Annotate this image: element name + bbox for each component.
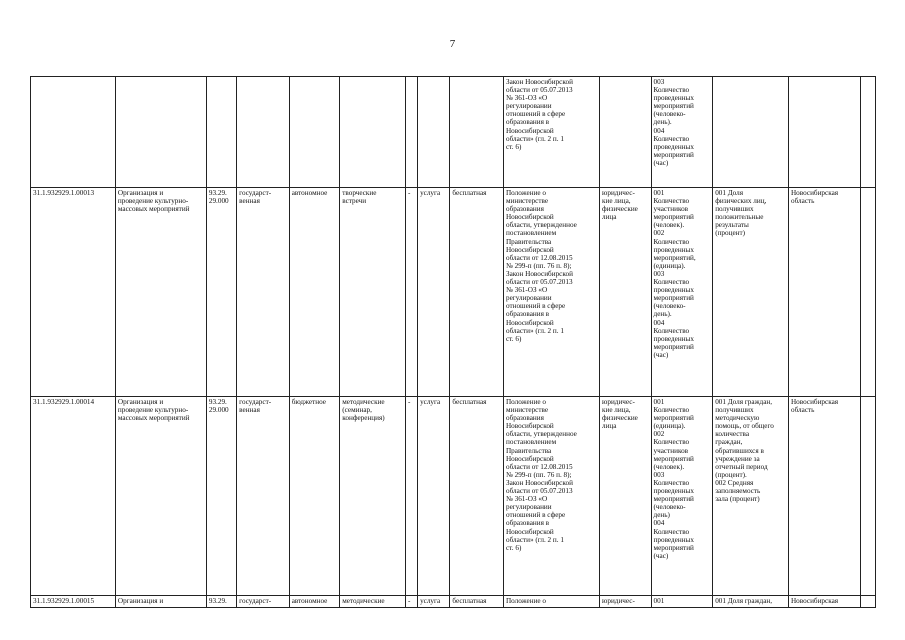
- empty-cell: [860, 188, 875, 397]
- consumers-cell: юридичес-: [599, 596, 651, 608]
- institution-type-cell: автономное: [289, 596, 340, 608]
- payment-cell: бесплатная: [450, 596, 504, 608]
- region-cell: Новосибирская: [788, 596, 860, 608]
- service-code-cell: [31, 77, 116, 188]
- quality-indicators-cell: 001 Доля физических лиц, получивших положительные результаты (процент): [713, 188, 789, 397]
- volume-indicators-cell: 001 Количество мероприятий (единица). 002 Количество участников мероприятий (человек). 003 Количество проведенных мероприятий (человеко- день) 004 Количество проведенных мероприятий (час): [651, 397, 713, 596]
- payment-cell: бесплатная: [450, 397, 504, 596]
- dash-cell: -: [405, 596, 417, 608]
- kind-cell: услуга: [418, 596, 450, 608]
- payment-cell: бесплатная: [450, 188, 504, 397]
- kind-cell: услуга: [418, 188, 450, 397]
- table-row: [31, 188, 876, 397]
- table-row: [31, 77, 876, 188]
- service-name-cell: Организация и проведение культурно- массовых мероприятий: [115, 397, 206, 596]
- empty-cell: [860, 596, 875, 608]
- volume-indicators-cell: 001 Количество участников мероприятий (человек). 002 Количество проведенных мероприятий, (единица). 003 Количество проведенных мероприятий (человеко- день). 004 Количество проведенных мероприятий (час): [651, 188, 713, 397]
- event-form-cell: методические (семинар, конференция): [340, 397, 406, 596]
- consumers-cell: [599, 77, 651, 188]
- region-cell: Новосибирская область: [788, 397, 860, 596]
- quality-indicators-cell: 001 Доля граждан,: [713, 596, 789, 608]
- service-name-cell: Организация и: [115, 596, 206, 608]
- service-code-cell: 31.1.932929.1.00014: [31, 397, 116, 596]
- region-cell: Новосибирская область: [788, 188, 860, 397]
- legal-basis-cell: Положение о министерстве образования Новосибирской области, утвержденное постановлением Правительства Новосибирской области от 12.08.2015 № 299-п (пп. 76 п. 8); Закон Новосибирской области от 05.07.2013 № 361-ОЗ «О регулировании отношений в сфере образования в Новосибирской области» (гл. 2 п. 1 ст. 6): [503, 397, 599, 596]
- consumers-cell: юридичес- кие лица, физические лица: [599, 188, 651, 397]
- dash-cell: [405, 77, 417, 188]
- page-number: 7: [449, 38, 456, 50]
- service-code-cell: 31.1.932929.1.00015: [31, 596, 116, 608]
- event-form-cell: [340, 77, 406, 188]
- empty-cell: [860, 77, 875, 188]
- quality-indicators-cell: [713, 77, 789, 188]
- legal-basis-cell: Положение о министерстве образования Новосибирской области, утвержденное постановлением Правительства Новосибирской области от 12.08.2015 № 299-п (пп. 76 п. 8); Закон Новосибирской области от 05.07.2013 № 361-ОЗ «О регулировании отношений в сфере образования в Новосибирской области» (гл. 2 п. 1 ст. 6): [503, 188, 599, 397]
- okved-cell: 93.29.: [206, 596, 236, 608]
- table-row: [31, 397, 876, 596]
- event-form-cell: творческие встречи: [340, 188, 406, 397]
- okved-cell: [206, 77, 236, 188]
- ownership-cell: государст- венная: [237, 188, 290, 397]
- legal-basis-cell: Закон Новосибирской области от 05.07.2013 № 361-ОЗ «О регулировании отношений в сфере образования в Новосибирской области» (гл. 2 п. 1 ст. 6): [503, 77, 599, 188]
- empty-cell: [860, 397, 875, 596]
- volume-indicators-cell: 001: [651, 596, 713, 608]
- volume-indicators-cell: 003 Количество проведенных мероприятий (человеко- день). 004 Количество проведенных мероприятий (час): [651, 77, 713, 188]
- institution-type-cell: автономное: [289, 188, 340, 397]
- table-row: [31, 596, 876, 608]
- consumers-cell: юридичес- кие лица, физические лица: [599, 397, 651, 596]
- dash-cell: -: [405, 188, 417, 397]
- payment-cell: [450, 77, 504, 188]
- service-name-cell: Организация и проведение культурно- массовых мероприятий: [115, 188, 206, 397]
- ownership-cell: государст- венная: [237, 397, 290, 596]
- okved-cell: 93.29. 29.000: [206, 188, 236, 397]
- dash-cell: -: [405, 397, 417, 596]
- service-name-cell: [115, 77, 206, 188]
- legal-basis-cell: Положение о: [503, 596, 599, 608]
- event-form-cell: методические: [340, 596, 406, 608]
- ownership-cell: государст-: [237, 596, 290, 608]
- ownership-cell: [237, 77, 290, 188]
- region-cell: [788, 77, 860, 188]
- quality-indicators-cell: 001 Доля граждан, получивших методическую помощь, от общего количества граждан, обратившихся в учреждение за отчетный период (процент). 002 Средняя заполняемость зала (процент): [713, 397, 789, 596]
- kind-cell: [418, 77, 450, 188]
- kind-cell: услуга: [418, 397, 450, 596]
- institution-type-cell: бюджетное: [289, 397, 340, 596]
- service-code-cell: 31.1.932929.1.00013: [31, 188, 116, 397]
- institution-type-cell: [289, 77, 340, 188]
- okved-cell: 93.29. 29.000: [206, 397, 236, 596]
- services-registry-table: [30, 76, 876, 608]
